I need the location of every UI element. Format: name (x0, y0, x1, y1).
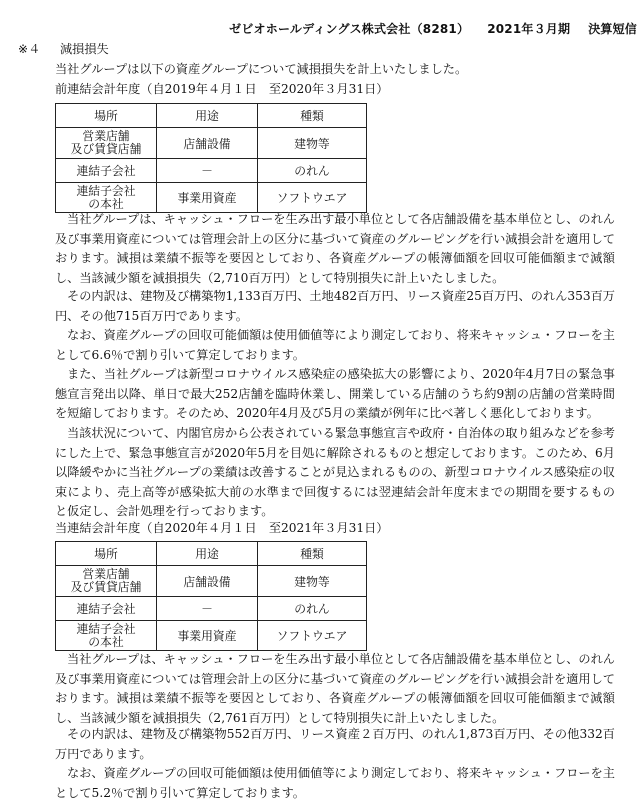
cell-use: 店舗設備 (157, 566, 258, 597)
col-header-use: 用途 (157, 104, 258, 128)
col-header-location: 場所 (56, 104, 157, 128)
table-header-row (56, 104, 367, 128)
cell-use: － (157, 159, 258, 183)
curr-paragraph-discount: なお、資産グループの回収可能価額は使用価値等により測定しており、将来キャッシュ・フローを主として5.2％で割り引いて算定しております。 (55, 766, 615, 800)
curr-paragraph-grouping: 当社グループは、キャッシュ・フローを生み出す最小単位として各店舗設備を基本単位とし、のれん及び事業用資産については管理会計上の区分に基づいて資産のグルーピングを行い減損会計を適用しております。減損は業績不振等を要因としており、各資産グループの帳簿価額を回収可能価額まで減額し、当該減少額を減損損失（2,761百万円）として特別損失に計上いたしました。 (55, 652, 615, 725)
fiscal-period: 2021年３月期 (487, 22, 571, 36)
prev-impairment-table (55, 103, 367, 213)
cell-type: 建物等 (258, 566, 367, 597)
note-heading (18, 40, 109, 57)
curr-period-label: 当連結会計年度（自2020年４月１日 至2021年３月31日） (55, 521, 389, 535)
prev-paragraph-discount: なお、資産グループの回収可能価額は使用価値等により測定しており、将来キャッシュ・フローを主として6.6％で割り引いて算定しております。 (55, 328, 615, 362)
note-number: ※４ (18, 42, 41, 56)
prev-period-label: 前連結会計年度（自2019年４月１日 至2020年３月31日） (55, 82, 389, 96)
cell-location: 連結子会社 の本社 (56, 621, 157, 651)
cell-location: 連結子会社 (56, 597, 157, 621)
col-header-type: 種類 (258, 104, 367, 128)
table-row (56, 621, 367, 651)
cell-type: ソフトウエア (258, 183, 367, 213)
cell-use: 事業用資産 (157, 621, 258, 651)
table-row (56, 597, 367, 621)
col-header-location: 場所 (56, 542, 157, 566)
cell-location: 連結子会社 (56, 159, 157, 183)
table-row (56, 566, 367, 597)
table-row (56, 128, 367, 159)
prev-paragraph-breakdown: その内訳は、建物及び構築物1,133百万円、土地482百万円、リース資産25百万円、のれん353百万円、その他715百万円であります。 (55, 289, 615, 323)
cell-type: のれん (258, 597, 367, 621)
cell-type: のれん (258, 159, 367, 183)
cell-location: 連結子会社 の本社 (56, 183, 157, 213)
col-header-use: 用途 (157, 542, 258, 566)
document-header (211, 20, 637, 37)
curr-impairment-table (55, 541, 367, 651)
curr-paragraph-breakdown: その内訳は、建物及び構築物552百万円、リース資産２百万円、のれん1,873百万円、その他332百万円であります。 (55, 727, 615, 761)
col-header-type: 種類 (258, 542, 367, 566)
prev-paragraph-assumption: 当該状況について、内閣官房から公表されている緊急事態宣言や政府・自治体の取り組みなどを参考にした上で、緊急事態宣言が2020年5月を目処に解除されるものと想定しております。このため、6月以降緩やかに当社グループの業績は改善することが見込まれるものの、新型コロナウイルス感染症の収束により、売上高等が感染拡大前の水準まで回復するには翌連結会計年度末までの期間を要するものと仮定し、会計処理を行っております。 (55, 426, 615, 518)
company-name: ゼビオホールディングス株式会社（8281） (229, 22, 470, 36)
note-intro: 当社グループは以下の資産グループについて減損損失を計上いたしました。 (55, 62, 468, 76)
cell-use: － (157, 597, 258, 621)
note-title: 減損損失 (60, 42, 109, 56)
prev-paragraph-grouping: 当社グループは、キャッシュ・フローを生み出す最小単位として各店舗設備を基本単位とし、のれん及び事業用資産については管理会計上の区分に基づいて資産のグルーピングを行い減損会計を適用しております。減損は業績不振等を要因としており、各資産グループの帳簿価額を回収可能価額まで減額し、当該減少額を減損損失（2,710百万円）として特別損失に計上いたしました。 (55, 212, 615, 285)
cell-type: 建物等 (258, 128, 367, 159)
prev-paragraph-covid: また、当社グループは新型コロナウイルス感染症の感染拡大の影響により、2020年4月7日の緊急事態宣言発出以降、単日で最大252店舗を臨時休業し、開業している店舗のうち約9割の店舗の営業時間を短縮しております。そのため、2020年4月及び5月の業績が例年に比べ著しく悪化しております。 (55, 367, 615, 420)
report-title: 決算短信 (588, 22, 637, 36)
cell-location: 営業店舗 及び賃貸店舗 (56, 566, 157, 597)
table-row (56, 159, 367, 183)
table-row (56, 183, 367, 213)
cell-use: 事業用資産 (157, 183, 258, 213)
table-header-row (56, 542, 367, 566)
cell-type: ソフトウエア (258, 621, 367, 651)
cell-use: 店舗設備 (157, 128, 258, 159)
cell-location: 営業店舗 及び賃貸店舗 (56, 128, 157, 159)
